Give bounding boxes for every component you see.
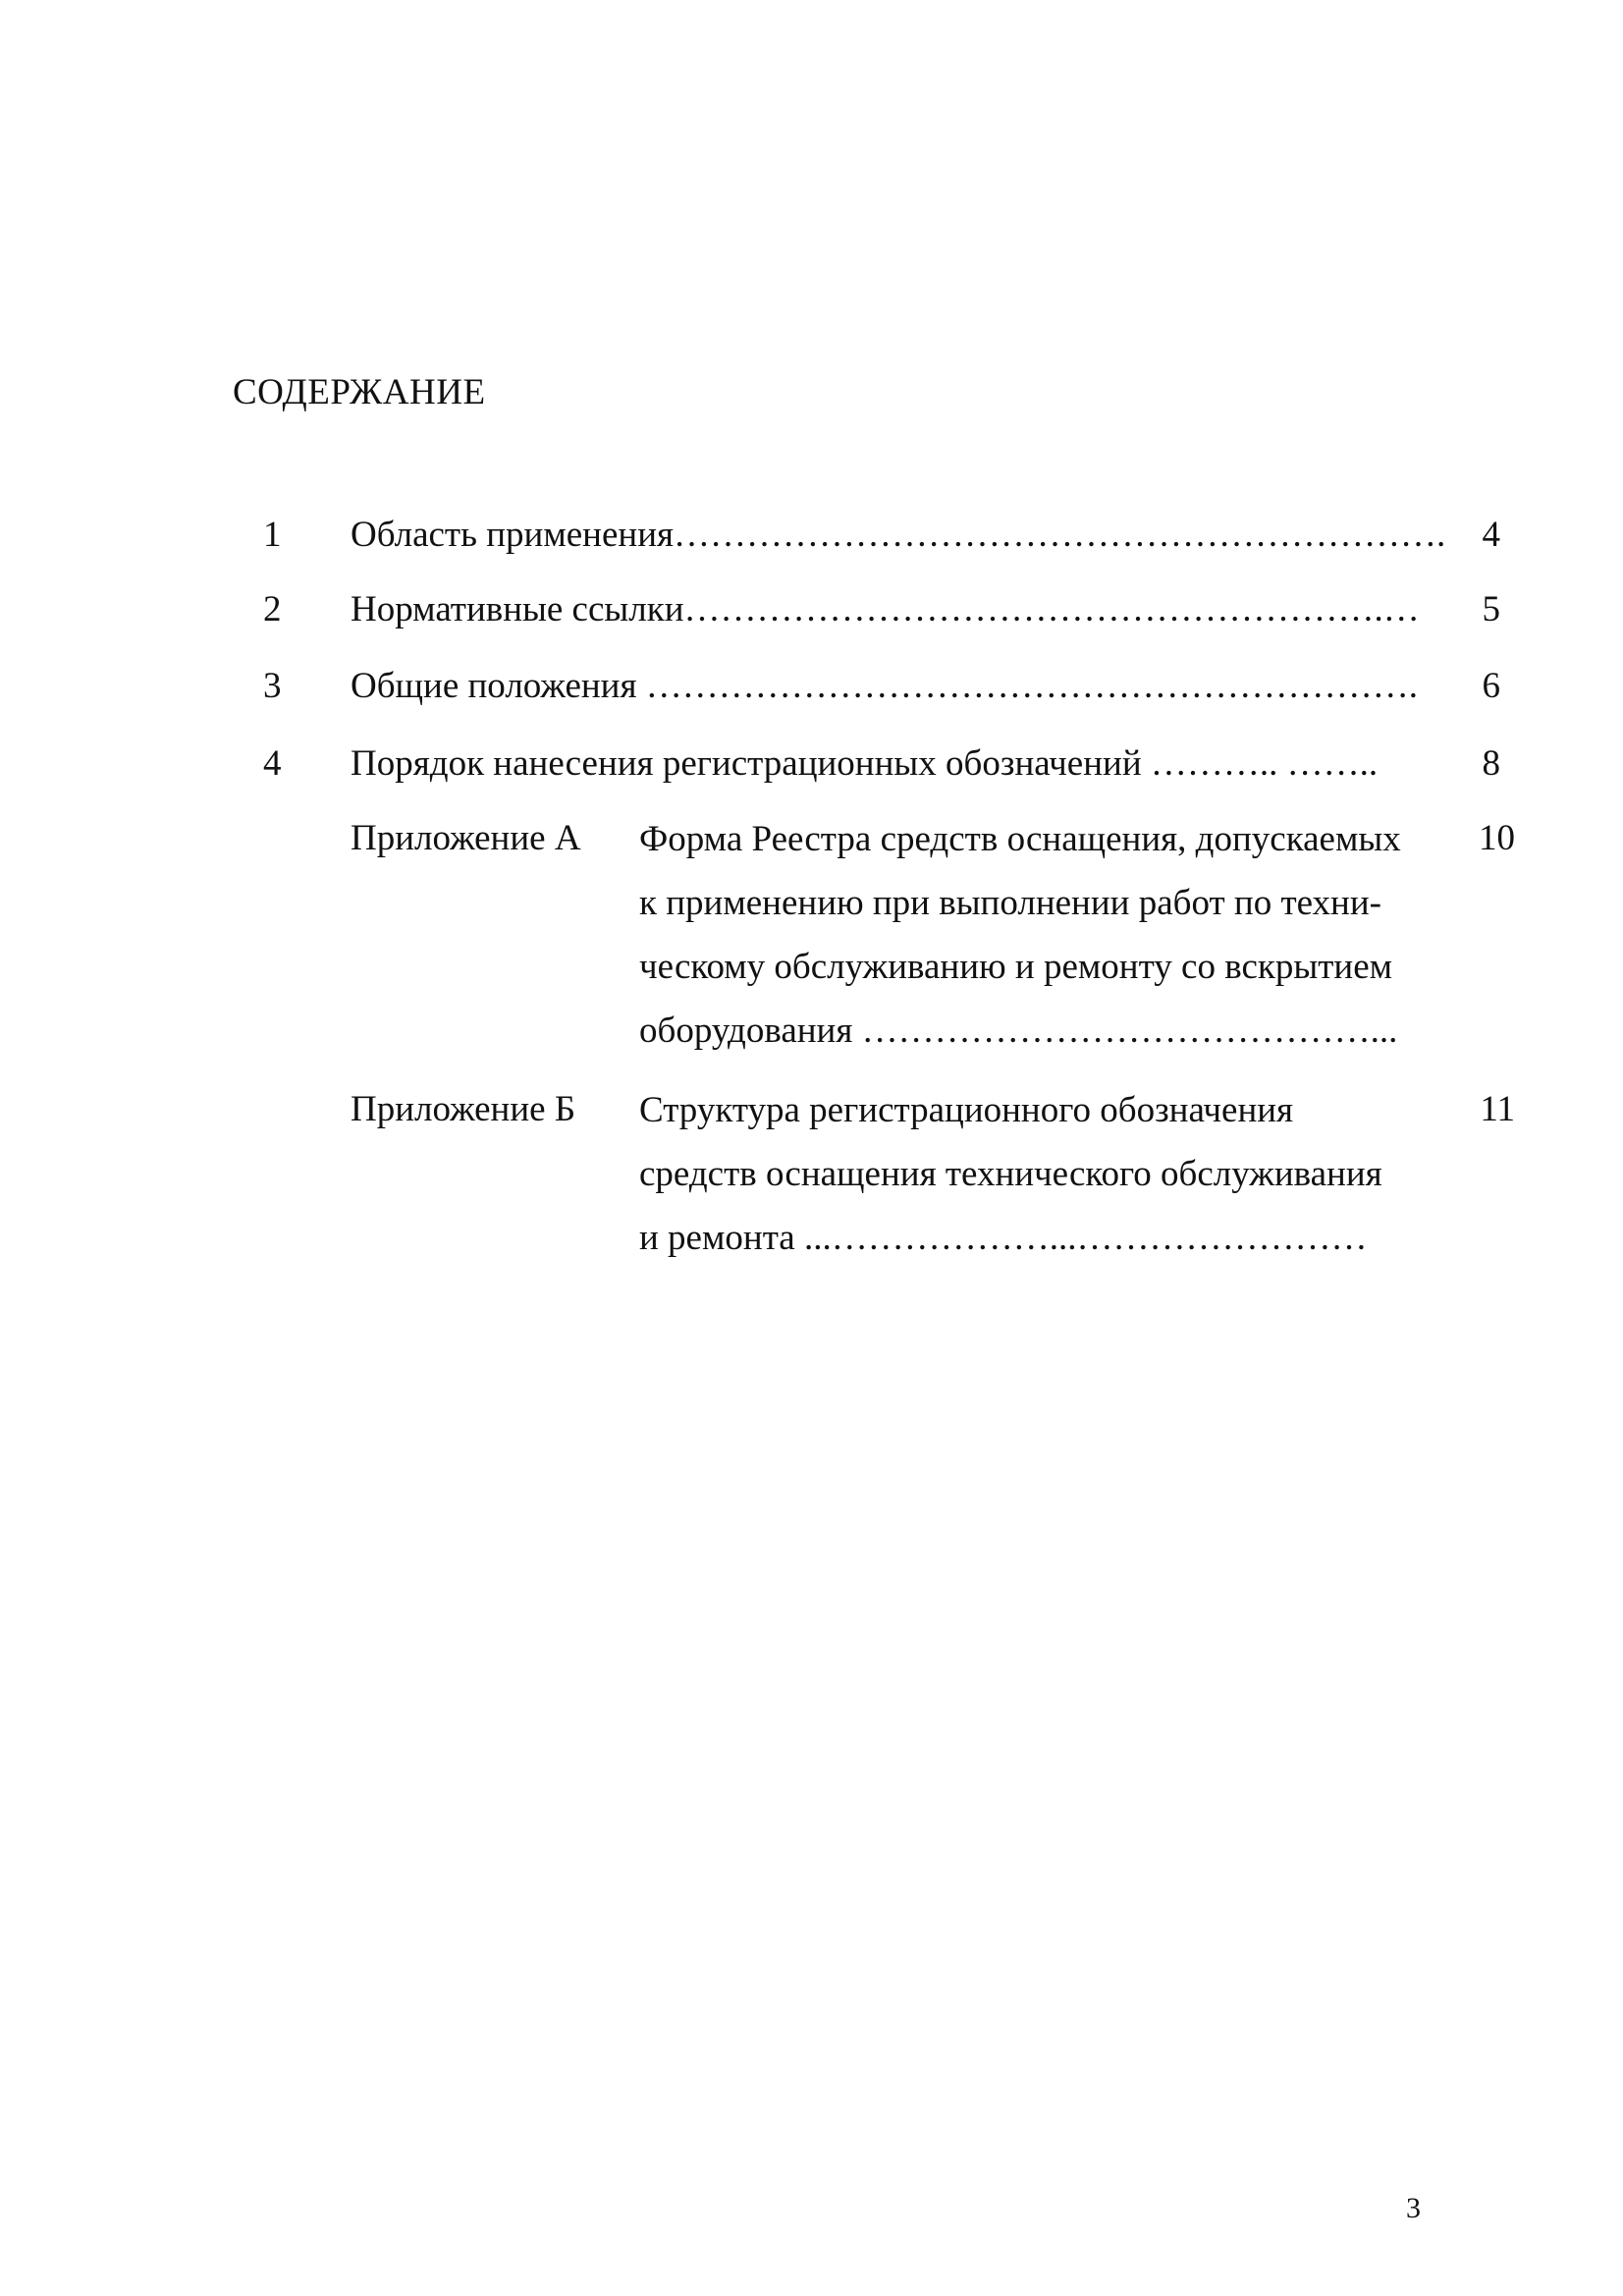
toc-entry-page: 6 bbox=[1482, 666, 1500, 706]
toc-entry-number: 1 bbox=[263, 515, 282, 555]
toc-entry bbox=[0, 514, 1623, 573]
contents-title: СОДЕРЖАНИЕ bbox=[233, 372, 486, 412]
toc-entry-text: Общие положения ………………………………………………………. bbox=[351, 666, 1418, 706]
appendix-title-line: Структура регистрационного обозначения bbox=[639, 1090, 1294, 1130]
toc-entry-page: 8 bbox=[1482, 743, 1500, 784]
appendix-title-line: Форма Реестра средств оснащения, допускаемых bbox=[639, 819, 1401, 859]
page-number: 3 bbox=[1406, 2192, 1421, 2224]
appendix-title bbox=[639, 1088, 1454, 1280]
appendix-page: 11 bbox=[1480, 1089, 1515, 1129]
toc-entry-text: Область применения………………………………………………………. bbox=[351, 515, 1446, 555]
toc-entry-number: 2 bbox=[263, 589, 282, 629]
toc-entry-text: Порядок нанесения регистрационных обозначений ……….. …….. bbox=[351, 743, 1379, 784]
appendix-label: Приложение А bbox=[351, 818, 581, 858]
toc-entry-number: 3 bbox=[263, 666, 282, 706]
toc-entry bbox=[0, 742, 1623, 801]
toc-entry-page: 4 bbox=[1482, 515, 1500, 555]
appendix-title-line: средств оснащения технического обслуживания bbox=[639, 1154, 1382, 1194]
toc-entry-page: 5 bbox=[1482, 589, 1500, 629]
appendix-label: Приложение Б bbox=[351, 1089, 576, 1129]
toc-entry bbox=[0, 665, 1623, 724]
toc-entry bbox=[0, 588, 1623, 647]
appendix-title-line: оборудования ……………………………………... bbox=[639, 1011, 1398, 1051]
appendix-title-line: к применению при выполнении работ по техни- bbox=[639, 883, 1381, 923]
toc-entry-number: 4 bbox=[263, 743, 282, 784]
appendix-title-line: ческому обслуживанию и ремонту со вскрытием bbox=[639, 947, 1393, 987]
appendix-title bbox=[639, 817, 1454, 1072]
appendix-page: 10 bbox=[1479, 818, 1515, 858]
toc-entry-text: Нормативные ссылки………………………………………………….… bbox=[351, 589, 1420, 629]
appendix-title-line: и ремонта ...………………...…………………… bbox=[639, 1218, 1368, 1258]
